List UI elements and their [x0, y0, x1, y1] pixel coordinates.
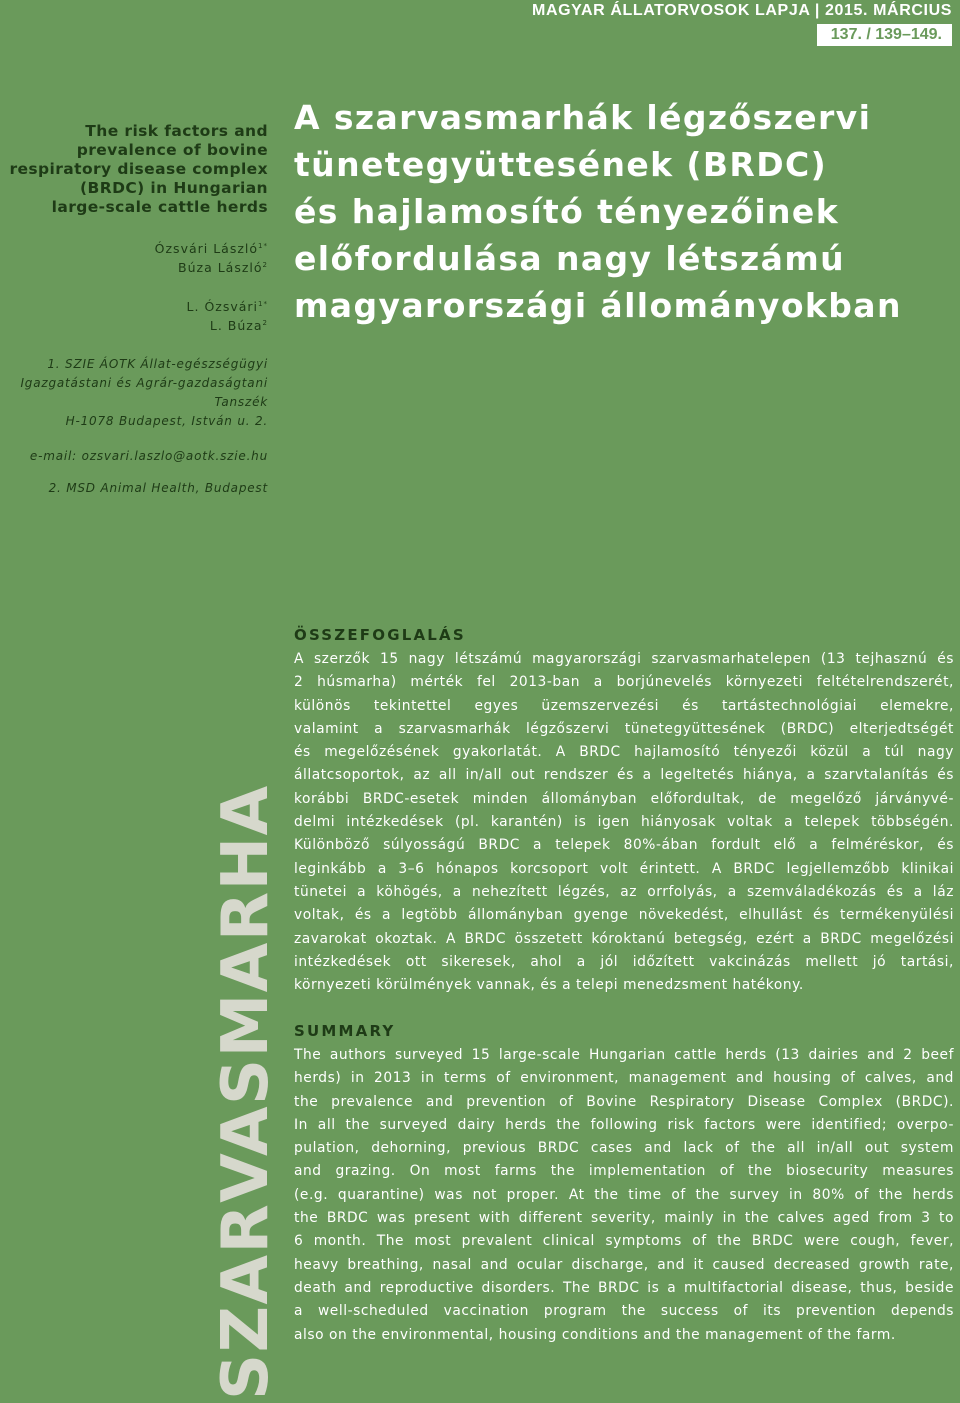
affiliation-2: 2. MSD Animal Health, Budapest	[48, 481, 268, 495]
summary-en-heading: SUMMARY	[294, 1022, 396, 1040]
paragraph-line: In all the surveyed dairy herds the following risk factors were identified; overpo-	[294, 1116, 954, 1133]
paragraph-line: also on the environmental, housing conditions and the management of the farm.	[294, 1326, 896, 1343]
paragraph-line: intézkedések ott sikeresek, ahol a jól időzített vakcinázás mellett jó tartási,	[294, 953, 954, 970]
paragraph-line: voltak, és a legtöbb állományban gyenge növekedést, elhullást és termékenyülési	[294, 907, 954, 924]
author-mark: 1*	[258, 242, 268, 250]
left-column	[0, 122, 268, 495]
author-mark: 2	[262, 261, 268, 269]
journal-header	[532, 2, 952, 46]
paragraph-line: pulation, dehorning, previous BRDC cases and lack of the all in/all out system	[294, 1140, 954, 1157]
summary-hu-body	[294, 648, 954, 997]
paragraph-line: korábbi BRDC-esetek minden állományban előfordultak, de megelőző járványvé-	[294, 790, 954, 807]
english-title-line: prevalence of bovine	[76, 141, 268, 159]
article-title-line: tünetegyüttesének (BRDC)	[294, 145, 828, 184]
paragraph-line: The authors surveyed 15 large-scale Hungarian cattle herds (13 dairies and 2 beef	[294, 1047, 954, 1063]
summary-hu-heading: ÖSSZEFOGLALÁS	[294, 626, 466, 644]
summary-en-body	[294, 1044, 954, 1347]
paragraph-line: and grazing. On most farms the implementation of the biosecurity measures	[294, 1163, 954, 1180]
paragraph-line: A szerzők 15 nagy létszámú magyarországi szarvasmarhatelepen (13 tejhasznú és	[294, 651, 954, 667]
paragraph-line: zavarokat okoztak. A BRDC összetett kóroktanú betegség, ezért a BRDC megelőzési	[294, 930, 954, 947]
author: Ózsvári László$^{1*}$	[154, 241, 268, 256]
paragraph-line: a well-scheduled vaccination program the success of its prevention depends	[294, 1303, 954, 1320]
paragraph-line: állatcsoportok, az all in/all out rendszer és a legeltetés hiánya, a szarvtalanítás és	[294, 767, 954, 784]
paragraph-line: valamint a szarvasmarhák légzőszervi tünetegyüttesének (BRDC) elterjedtségét	[294, 720, 954, 737]
english-title-line: The risk factors and	[85, 122, 268, 140]
paragraph-line: heavy breathing, nasal and ocular discharge, and it caused decreased growth rate,	[294, 1256, 954, 1273]
paragraph-line: the prevalence and prevention of Bovine Respiratory Disease Complex (BRDC).	[294, 1093, 954, 1110]
paragraph-line: death and reproductive disorders. The BRDC is a multifactorial disease, thus, beside	[294, 1279, 954, 1296]
paragraph-line: Különböző súlyosságú BRDC a telepek 80%-ában fordult elő a felméréskor, és	[294, 837, 954, 854]
english-title-line: large-scale cattle herds	[51, 198, 268, 216]
paragraph-line: 6 month. The most prevalent clinical symptoms of the BRDC were cough, fever,	[294, 1233, 954, 1250]
english-title-line: respiratory disease complex	[9, 160, 268, 178]
paragraph-line: 2 húsmarha) mérték fel 2013-ban a borjúnevelés környezeti feltételrendszerét,	[294, 674, 954, 691]
english-title	[0, 122, 268, 217]
paragraph-line: delmi intézkedések (pl. karantén) is igen hiányosak voltak a telepek többségén.	[294, 814, 954, 831]
author-short: L. Ózsvári$^{1*}$	[186, 299, 268, 314]
author-short: L. Búza$^2$	[209, 318, 268, 333]
paragraph-line: környezeti körülmények vannak, és a telepi menedzsment hatékony.	[294, 977, 804, 994]
author-mark: 1*	[258, 300, 268, 308]
article-title-line: magyarországi állományokban	[294, 286, 902, 325]
journal-pages: 137. / 139–149.	[817, 24, 952, 46]
paragraph-line: különös tekintettel egyes üzemszervezési és tartástechnológiai elemekre,	[294, 697, 954, 714]
english-title-line: (BRDC) in Hungarian	[80, 179, 268, 197]
article-title-line: A szarvasmarhák légzőszervi	[294, 98, 872, 137]
paragraph-line: leginkább a 3–6 hónapos korcsoport volt érintett. A BRDC legjellemzőbb klinikai	[294, 860, 954, 877]
article-title-line: előfordulása nagy létszámú	[294, 239, 846, 278]
paragraph-line: herds) in 2013 in terms of environment, management and housing of calves, and	[294, 1070, 954, 1087]
article-title	[294, 94, 944, 329]
author-list-short	[0, 297, 268, 335]
paragraph-line: tünetei a köhögés, a nehezített légzés, az orrfolyás, a szemváladékozás és a láz	[294, 883, 954, 900]
email-address[interactable]: e-mail: ozsvari.laszlo@aotk.szie.hu	[29, 449, 268, 463]
author-mark: 2	[262, 319, 268, 327]
paragraph-line: the BRDC was present with different severity, mainly in the calves aged from 3 to	[294, 1210, 954, 1227]
section-label-vertical: SZARVASMARHA	[209, 784, 283, 1400]
journal-title: MAGYAR ÁLLATORVOSOK LAPJA | 2015. MÁRCIUS	[532, 2, 952, 19]
paragraph-line: (e.g. quarantine) was not proper. At the time of the survey in 80% of the herds	[294, 1186, 954, 1203]
article-title-line: és hajlamosító tényezőinek	[294, 192, 840, 231]
author-list	[0, 239, 268, 277]
author: Búza László$^2$	[178, 260, 268, 275]
affiliation-1: 1. SZIE ÁOTK Állat-egészségügyi Igazgatástani és Agrár-gazdaságtani Tanszék H-1078 Budapest, István u. 2.	[20, 357, 268, 428]
paragraph-line: és megelőzésének gyakorlatát. A BRDC hajlamosító tényezői közül a túl nagy	[294, 744, 954, 761]
